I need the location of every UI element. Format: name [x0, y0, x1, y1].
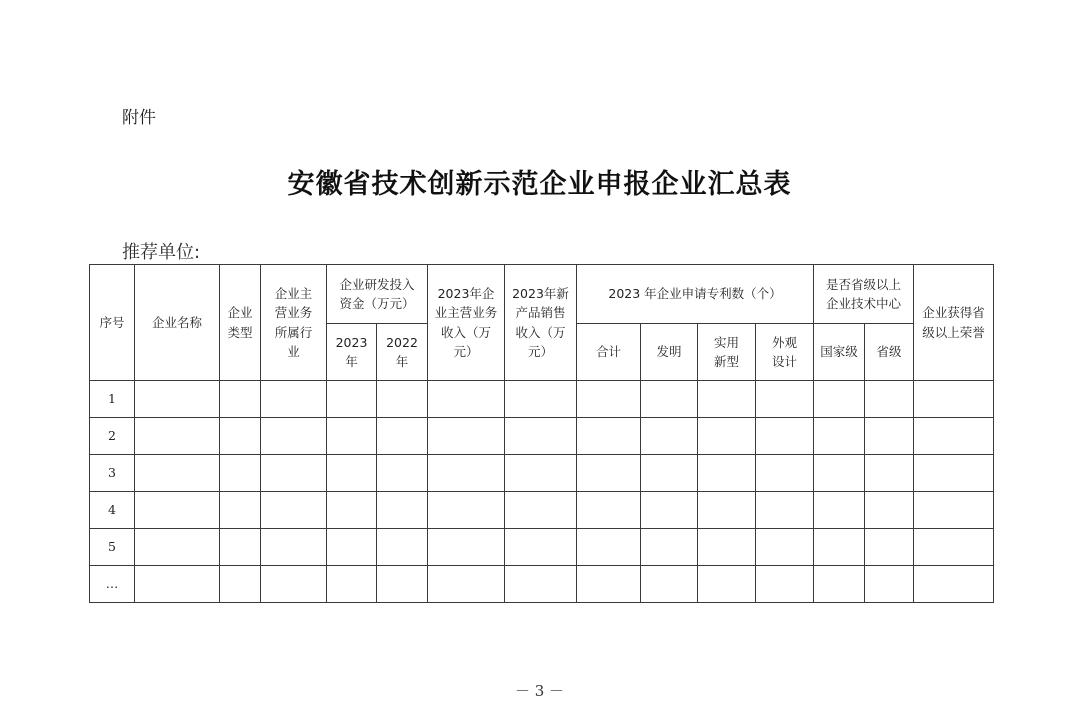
header-seq: 序号 — [90, 265, 135, 381]
empty-cell — [505, 529, 577, 566]
empty-cell — [135, 529, 220, 566]
empty-cell — [865, 529, 914, 566]
empty-cell — [914, 492, 994, 529]
empty-cell — [261, 492, 327, 529]
empty-cell — [641, 418, 698, 455]
empty-cell — [428, 492, 505, 529]
empty-cell — [428, 418, 505, 455]
empty-cell — [135, 455, 220, 492]
header-patents-2023: 2023 年企业申请专利数（个） — [577, 265, 814, 324]
empty-cell — [577, 381, 641, 418]
row-seq: 2 — [90, 418, 135, 455]
table-row — [90, 455, 994, 492]
row-seq: … — [90, 566, 135, 603]
header-company-type: 企业类型 — [220, 265, 261, 381]
header-tech-center-national: 国家级 — [814, 324, 865, 381]
row-seq: 1 — [90, 381, 135, 418]
empty-cell — [814, 492, 865, 529]
empty-cell — [505, 566, 577, 603]
empty-cell — [641, 492, 698, 529]
empty-cell — [756, 492, 814, 529]
table-header-row-1 — [90, 265, 994, 324]
empty-cell — [577, 566, 641, 603]
empty-cell — [220, 381, 261, 418]
header-patent-utility: 实用新型 — [698, 324, 756, 381]
table-body — [90, 381, 994, 603]
page-number: － 3 － — [514, 682, 565, 700]
empty-cell — [914, 381, 994, 418]
empty-cell — [377, 418, 428, 455]
empty-cell — [327, 492, 377, 529]
empty-cell — [814, 418, 865, 455]
empty-cell — [814, 381, 865, 418]
row-seq: 3 — [90, 455, 135, 492]
empty-cell — [698, 492, 756, 529]
empty-cell — [577, 455, 641, 492]
empty-cell — [377, 566, 428, 603]
header-honors: 企业获得省级以上荣誉 — [914, 265, 994, 381]
empty-cell — [698, 418, 756, 455]
empty-cell — [428, 529, 505, 566]
empty-cell — [577, 529, 641, 566]
header-patent-invention: 发明 — [641, 324, 698, 381]
header-rd-2022: 2022年 — [377, 324, 428, 381]
row-seq: 5 — [90, 529, 135, 566]
empty-cell — [505, 492, 577, 529]
empty-cell — [428, 455, 505, 492]
empty-cell — [135, 492, 220, 529]
empty-cell — [327, 381, 377, 418]
empty-cell — [220, 492, 261, 529]
empty-cell — [756, 566, 814, 603]
empty-cell — [698, 455, 756, 492]
empty-cell — [914, 418, 994, 455]
empty-cell — [327, 566, 377, 603]
empty-cell — [914, 455, 994, 492]
empty-cell — [377, 455, 428, 492]
attachment-label: 附件 — [122, 108, 156, 128]
empty-cell — [261, 566, 327, 603]
row-seq: 4 — [90, 492, 135, 529]
empty-cell — [261, 381, 327, 418]
empty-cell — [865, 492, 914, 529]
empty-cell — [756, 529, 814, 566]
empty-cell — [865, 418, 914, 455]
empty-cell — [377, 492, 428, 529]
empty-cell — [756, 455, 814, 492]
header-main-revenue-2023: 2023年企业主营业务收入（万元） — [428, 265, 505, 381]
empty-cell — [220, 529, 261, 566]
table-row — [90, 381, 994, 418]
empty-cell — [428, 566, 505, 603]
empty-cell — [220, 418, 261, 455]
empty-cell — [641, 566, 698, 603]
empty-cell — [756, 418, 814, 455]
header-rd-funds: 企业研发投入资金（万元） — [327, 265, 428, 324]
empty-cell — [135, 566, 220, 603]
header-company-name: 企业名称 — [135, 265, 220, 381]
empty-cell — [865, 381, 914, 418]
empty-cell — [327, 418, 377, 455]
empty-cell — [261, 455, 327, 492]
empty-cell — [220, 566, 261, 603]
empty-cell — [377, 529, 428, 566]
empty-cell — [914, 566, 994, 603]
empty-cell — [698, 381, 756, 418]
header-patent-design: 外观设计 — [756, 324, 814, 381]
table-row — [90, 529, 994, 566]
empty-cell — [698, 529, 756, 566]
recommend-unit-label: 推荐单位: — [122, 242, 201, 263]
empty-cell — [505, 418, 577, 455]
header-new-product-sales-2023: 2023年新产品销售收入（万元） — [505, 265, 577, 381]
empty-cell — [135, 418, 220, 455]
empty-cell — [377, 381, 428, 418]
table-row — [90, 418, 994, 455]
empty-cell — [505, 381, 577, 418]
header-main-industry: 企业主营业务所属行业 — [261, 265, 327, 381]
empty-cell — [865, 455, 914, 492]
summary-table — [89, 264, 994, 603]
empty-cell — [814, 529, 865, 566]
empty-cell — [641, 455, 698, 492]
empty-cell — [261, 529, 327, 566]
empty-cell — [641, 381, 698, 418]
header-tech-center-provincial: 省级 — [865, 324, 914, 381]
empty-cell — [914, 529, 994, 566]
empty-cell — [756, 381, 814, 418]
empty-cell — [261, 418, 327, 455]
empty-cell — [428, 381, 505, 418]
header-patent-total: 合计 — [577, 324, 641, 381]
empty-cell — [505, 455, 577, 492]
empty-cell — [577, 418, 641, 455]
empty-cell — [220, 455, 261, 492]
page-title: 安徽省技术创新示范企业申报企业汇总表 — [287, 169, 792, 200]
empty-cell — [698, 566, 756, 603]
table-row — [90, 566, 994, 603]
header-rd-2023: 2023年 — [327, 324, 377, 381]
empty-cell — [814, 566, 865, 603]
empty-cell — [327, 455, 377, 492]
empty-cell — [641, 529, 698, 566]
empty-cell — [135, 381, 220, 418]
header-tech-center: 是否省级以上企业技术中心 — [814, 265, 914, 324]
empty-cell — [865, 566, 914, 603]
empty-cell — [814, 455, 865, 492]
table-row — [90, 492, 994, 529]
empty-cell — [577, 492, 641, 529]
empty-cell — [327, 529, 377, 566]
